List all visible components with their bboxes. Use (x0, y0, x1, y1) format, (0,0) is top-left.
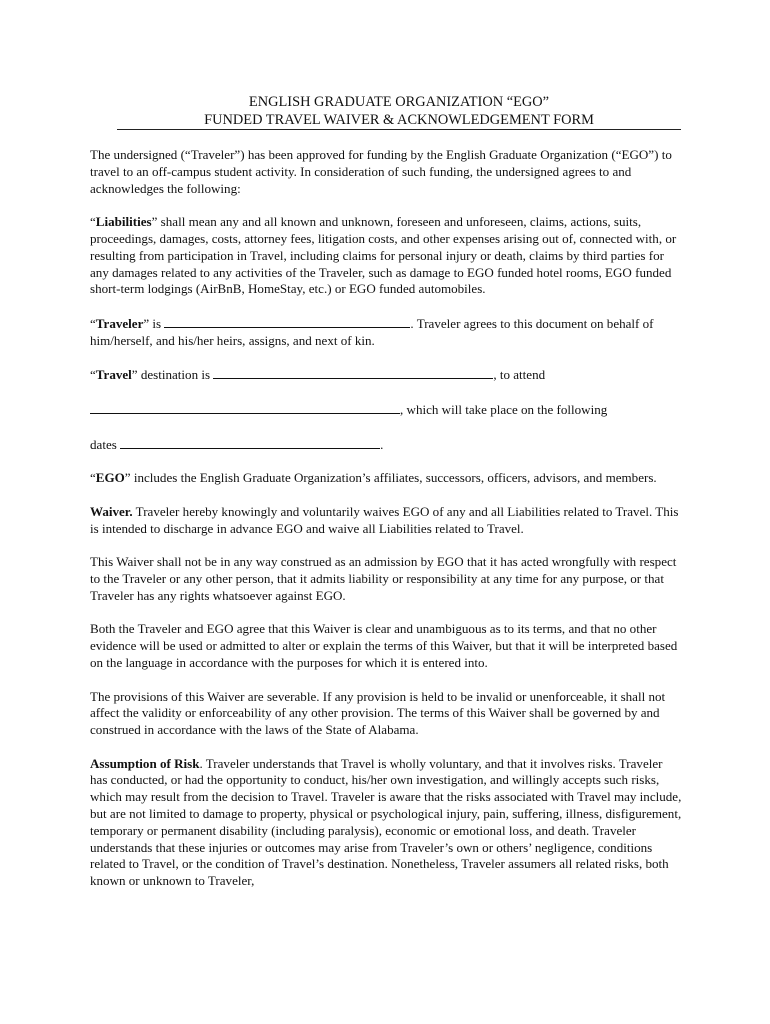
assumption-of-risk-paragraph (90, 756, 682, 890)
traveler-name-blank[interactable] (164, 315, 410, 328)
risk-text: . Traveler understands that Travel is wholly voluntary, and that it involves risks. Traveler has conducted, or had the opportunity to conduct, his/her own investigation, and willingly accepts such risks, which may result from the decision to Travel. Traveler is aware that the risks associated with Travel may include, but are not limited to damage to property, physical or psychological injury, pain, suffering, illness, disfigurement, temporary or permanent disability (including paralysis), economic or emotional loss, and death. Traveler understands that these injuries or outcomes may arise from Traveler’s own or others’ negligence, conditions related to Travel, or the condition of Travel’s destination. Nonetheless, Traveler assumers all related risks, both known or unknown to Traveler, (90, 755, 682, 889)
travel-destination-line (90, 366, 682, 384)
ego-term: EGO (95, 470, 125, 486)
open-quote: “ (90, 367, 96, 383)
clear-terms-paragraph: Both the Traveler and EGO agree that this Waiver is clear and unambiguous as to its terms, and that no other evidence will be used or admitted to alter or explain the terms of this Waiver, but that it will be interpreted based on the language in accordance with the purposes for which it is entered into. (90, 621, 678, 670)
risk-term: Assumption of Risk (90, 755, 200, 771)
intro-paragraph: The undersigned (“Traveler”) has been approved for funding by the English Graduate Organization (“EGO”) to travel to an off-campus student activity. In consideration of such funding, the undersigned agrees to and acknowledges the following: (90, 147, 672, 196)
open-quote: “ (90, 315, 96, 331)
travel-event-blank[interactable] (90, 401, 400, 414)
travel-dates-pre: dates (90, 436, 121, 452)
travel-pre: ” destination is (131, 367, 214, 383)
severability-paragraph: The provisions of this Waiver are severable. If any provision is held to be invalid or unenforceable, it shall not affect the validity or enforceability of any other provision. The terms of this Waiver shall be governed by and construed in accordance with the laws of the State of Alabama. (90, 688, 666, 738)
travel-term: Travel (95, 367, 132, 383)
traveler-pre: ” is (143, 315, 165, 331)
ego-text: ” includes the English Graduate Organization’s affiliates, successors, officers, advisors, and members. (124, 470, 657, 486)
title-line-1: ENGLISH GRADUATE ORGANIZATION “EGO” (248, 94, 550, 110)
ego-paragraph (90, 470, 682, 487)
traveler-post: . Traveler agrees to this document on behalf of him/herself, and his/her heirs, assigns, and next of kin. (90, 315, 654, 348)
title-line-2: FUNDED TRAVEL WAIVER & ACKNOWLEDGEMENT FORM (204, 112, 594, 128)
waiver-paragraph (90, 504, 682, 538)
traveler-paragraph (90, 315, 682, 350)
title-divider (117, 129, 681, 130)
travel-event-post: , which will take place on the following (400, 401, 608, 417)
waiver-text: Traveler hereby knowingly and voluntarily waives EGO of any and all Liabilities related to Travel. This is intended to discharge in advance EGO and waive all Liabilities related to Travel. (90, 503, 679, 536)
open-quote: “ (90, 470, 96, 486)
travel-dates-line (90, 436, 682, 454)
travel-dates-blank[interactable] (120, 436, 380, 449)
open-quote: “ (90, 214, 96, 230)
travel-event-line (90, 401, 682, 419)
traveler-term: Traveler (95, 315, 144, 331)
travel-post: , to attend (493, 367, 546, 383)
admission-paragraph: This Waiver shall not be in any way construed as an admission by EGO that it has acted wrongfully with respect to the Traveler or any other person, that it admits liability or responsibility at any time for any purpose, or that Traveler has any rights whatsoever against EGO. (90, 554, 677, 603)
waiver-term: Waiver. (90, 503, 133, 519)
form-title (117, 93, 681, 129)
liabilities-paragraph (90, 214, 682, 298)
liabilities-text: ” shall mean any and all known and unknown, foreseen and unforeseen, claims, actions, suits, proceedings, damages, costs, attorney fees, litigation costs, and other expenses arising out of, connected with, or resulting from participation in Travel, including claims for personal injury or death, claims by third parties for any damages related to any activities of the Traveler, such as damage to EGO funded hotel rooms, EGO funded short-term lodgings (AirBnB, HomeStay, etc.) or EGO funded automobiles. (90, 214, 677, 297)
travel-destination-blank[interactable] (213, 366, 493, 379)
document-body (90, 147, 682, 907)
travel-dates-post: . (380, 436, 384, 452)
liabilities-term: Liabilities (95, 214, 152, 230)
